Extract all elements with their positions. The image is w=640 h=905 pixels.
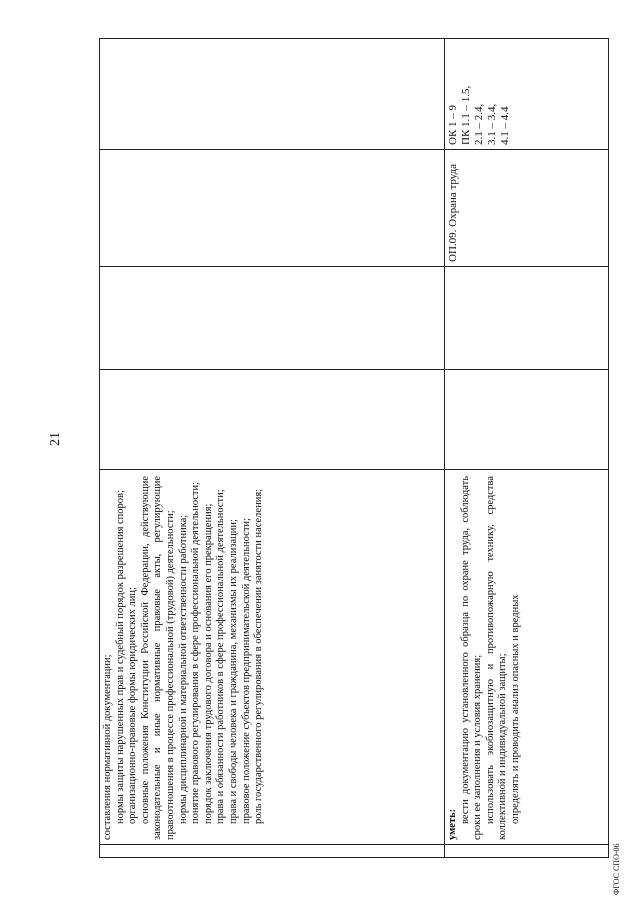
- discipline-cell: [445, 150, 608, 267]
- knowledge-item: права и свободы человека и гражданина, механизмы их реализации;: [227, 519, 239, 824]
- table-row-previous: [99, 38, 445, 858]
- table-cell-empty: [445, 845, 608, 857]
- knowledge-item: права и обязанности работников в сфере профессиональной деятельности;: [215, 489, 227, 824]
- rotated-table: [99, 38, 609, 858]
- skills-cell: [445, 470, 608, 845]
- knowledge-cell: [100, 470, 444, 845]
- knowledge-item: правовое положение субъектов предпринимательской деятельности;: [240, 518, 252, 824]
- page-number: 21: [48, 432, 63, 446]
- knowledge-item: порядок заключения трудового договора и основания его прекращения;: [202, 503, 214, 824]
- table-row-discipline: [444, 38, 609, 858]
- competencies-cell: [445, 37, 608, 150]
- knowledge-item: роль государственного регулирования в обеспечении занятости населения;: [253, 488, 265, 824]
- skills-item: использовать экобиозащитную и противопожарную технику, средства коллективной и индивидуальной защиты;: [484, 476, 509, 840]
- knowledge-item: основные положения Конституции Российской Федерации, действующие законодательные и иные нормативные правовые акты, регулирующие правоотношения в процессе профессиональной (трудовой) деятельности;: [139, 476, 176, 840]
- competency-code: 3.1 – 3.4,: [486, 103, 498, 145]
- knowledge-item: нормы дисциплинарной и материальной ответственности работника;: [177, 514, 189, 824]
- table-cell-empty: [445, 370, 608, 470]
- knowledge-item: нормы защиты нарушенных прав и судебный порядок разрешения споров;: [114, 490, 126, 824]
- competency-code: 2.1 – 2.4,: [473, 103, 485, 145]
- table-cell-empty: [445, 267, 608, 370]
- knowledge-item: понятие правового регулирования в сфере профессиональной деятельности;: [190, 481, 202, 824]
- competency-code: ПК 1.1 – 1.5,: [460, 85, 472, 145]
- skills-heading: уметь:: [447, 808, 458, 840]
- discipline-title: ОП.09. Охрана труда: [447, 163, 459, 262]
- table-cell-empty: [100, 845, 444, 857]
- knowledge-item: организационно-правовые формы юридических лиц;: [127, 587, 139, 824]
- skills-item: вести документацию установленного образца по охране труда, соблюдать сроки ее заполнения и условия хранения;: [459, 476, 484, 840]
- table-cell-empty: [100, 267, 444, 370]
- competency-code: 4.1 – 4.4: [499, 106, 511, 145]
- table-cell-empty: [100, 150, 444, 267]
- table-cell-empty: [100, 37, 444, 150]
- table-cell-empty: [100, 370, 444, 470]
- competency-code: ОК 1 – 9: [447, 104, 459, 145]
- knowledge-item: составления нормативной документации;: [102, 654, 113, 840]
- footer-standard-code: ФГОС СПО-06: [612, 843, 621, 895]
- skills-item: определять и проводить анализ опасных и вредных: [509, 594, 521, 824]
